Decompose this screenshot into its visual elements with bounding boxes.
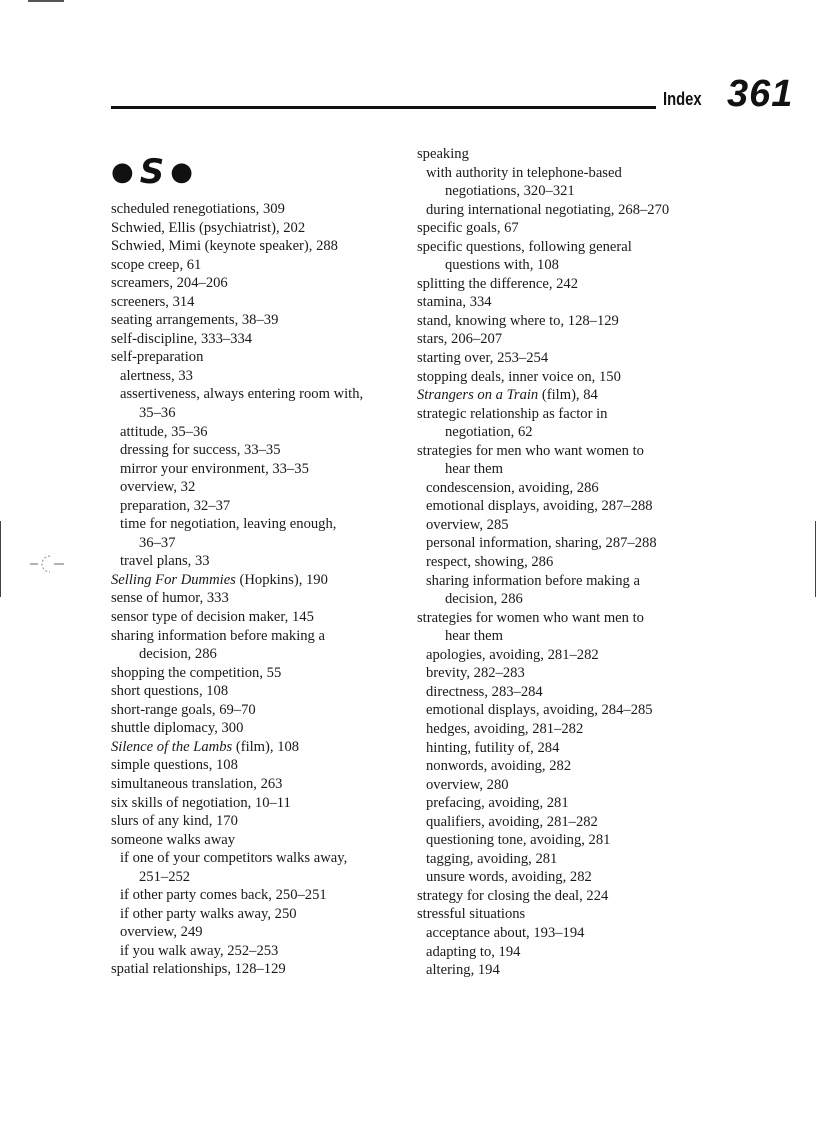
entry-text: Schwied, Ellis (psychiatrist), 202 [111,219,306,236]
entry-text: adapting to, 194 [426,943,521,960]
index-entry [417,368,737,387]
index-entry [111,794,411,813]
index-entry-continuation [111,645,411,664]
header-rule [111,106,656,109]
index-entry-continuation [111,868,411,887]
entry-text: (film), 84 [538,387,598,404]
entry-text: hear them [445,628,503,645]
index-entry [111,237,411,256]
index-entry-continuation [417,590,737,609]
index-entry [417,238,737,257]
index-entry [111,311,411,330]
index-entry [417,386,737,405]
entry-title-italic: Strangers on a Train [417,387,539,404]
index-subentry [417,701,737,720]
entry-text: overview, 285 [426,516,509,533]
entry-text: alertness, 33 [120,367,193,384]
index-entry [111,589,411,608]
index-subentry [111,385,411,404]
index-entry [417,219,737,238]
index-subentry [111,423,411,442]
entry-text: stars, 206–207 [417,331,503,348]
index-subentry [417,572,737,591]
entry-text: slurs of any kind, 170 [111,813,238,830]
index-entry [111,200,411,219]
entry-list-right [417,145,737,980]
index-subentry [417,516,737,535]
entry-text: seating arrangements, 38–39 [111,312,279,329]
entry-text: qualifiers, avoiding, 281–282 [426,813,598,830]
entry-text: assertiveness, always entering room with, [120,386,364,403]
entry-text: strategies for women who want men to [417,609,644,626]
entry-text: overview, 249 [120,924,203,941]
entry-text: with authority in telephone-based [426,164,622,181]
index-entry [417,312,737,331]
entry-text: unsure words, avoiding, 282 [426,869,592,886]
index-entry-continuation [417,423,737,442]
index-entry [417,293,737,312]
entry-text: specific questions, following general [417,238,632,255]
entry-text: strategy for closing the deal, 224 [417,887,609,904]
index-subentry [111,515,411,534]
index-entry [417,887,737,906]
entry-text: brevity, 282–283 [426,665,525,682]
index-entry [111,664,411,683]
entry-text: nonwords, avoiding, 282 [426,758,572,775]
index-entry [417,145,737,164]
entry-text: directness, 283–284 [426,683,543,700]
entry-text: attitude, 35–36 [120,423,208,440]
entry-text: short questions, 108 [111,683,229,700]
index-subentry [417,794,737,813]
entry-text: apologies, avoiding, 281–282 [426,646,599,663]
index-subentry [417,868,737,887]
entry-text: if one of your competitors walks away, [120,850,348,867]
index-entry [417,405,737,424]
entry-text: if other party comes back, 250–251 [120,887,327,904]
index-subentry [417,961,737,980]
index-entry [417,275,737,294]
index-entry [111,960,411,979]
entry-text: tagging, avoiding, 281 [426,850,558,867]
index-subentry [111,942,411,961]
entry-text: specific goals, 67 [417,220,519,237]
entry-text: acceptance about, 193–194 [426,924,585,941]
entry-text: 35–36 [139,405,176,422]
index-subentry [417,850,737,869]
index-subentry [111,441,411,460]
index-entry [417,349,737,368]
index-subentry [417,497,737,516]
index-entry [111,274,411,293]
index-entry [111,812,411,831]
entry-text: negotiation, 62 [445,424,533,441]
index-entry [111,831,411,850]
index-entry [417,330,737,349]
entry-text: decision, 286 [139,646,217,663]
index-subentry [417,534,737,553]
index-entry [111,608,411,627]
entry-text: dressing for success, 33–35 [120,442,281,459]
entry-text: decision, 286 [445,591,523,608]
crop-mark-top [28,0,64,2]
index-column-left [111,145,411,979]
index-entry [111,293,411,312]
page-number: 361 [727,73,794,115]
index-subentry [111,497,411,516]
index-subentry [417,720,737,739]
entry-text: screeners, 314 [111,293,195,310]
entry-text: six skills of negotiation, 10–11 [111,794,291,811]
entry-text: short-range goals, 69–70 [111,701,256,718]
index-entry [111,719,411,738]
registration-mark-icon [28,548,68,578]
entry-text: altering, 194 [426,962,500,979]
entry-text: simultaneous translation, 263 [111,775,283,792]
index-entry-continuation [111,534,411,553]
index-subentry [417,664,737,683]
index-entry [417,442,737,461]
entry-text: hear them [445,461,503,478]
index-subentry [417,776,737,795]
index-subentry [111,849,411,868]
index-subentry [417,683,737,702]
bullet-icon: ● [170,157,193,188]
index-subentry [111,905,411,924]
entry-text: overview, 280 [426,776,509,793]
entry-text: sensor type of decision maker, 145 [111,609,314,626]
entry-text: personal information, sharing, 287–288 [426,535,657,552]
index-entry [417,609,737,628]
entry-text: respect, showing, 286 [426,554,554,571]
entry-text: simple questions, 108 [111,757,238,774]
index-entry [111,627,411,646]
entry-text: stand, knowing where to, 128–129 [417,312,619,329]
index-entry [111,256,411,275]
entry-text: if other party walks away, 250 [120,905,297,922]
entry-text: spatial relationships, 128–129 [111,961,286,978]
index-subentry [417,553,737,572]
entry-text: stopping deals, inner voice on, 150 [417,368,621,385]
entry-text: strategic relationship as factor in [417,405,608,422]
index-subentry [417,479,737,498]
entry-text: shopping the competition, 55 [111,664,282,681]
index-subentry [417,164,737,183]
entry-text: emotional displays, avoiding, 284–285 [426,702,653,719]
entry-text: if you walk away, 252–253 [120,942,279,959]
entry-text: Schwied, Mimi (keynote speaker), 288 [111,238,338,255]
entry-text: stamina, 334 [417,294,492,311]
entry-text: hinting, futility of, 284 [426,739,560,756]
index-entry [111,219,411,238]
index-subentry [111,886,411,905]
entry-text: questions with, 108 [445,257,559,274]
entry-text: screamers, 204–206 [111,275,228,292]
entry-text: during international negotiating, 268–270 [426,201,670,218]
index-entry [111,682,411,701]
entry-text: self-preparation [111,349,204,366]
index-entry-continuation [417,460,737,479]
running-head: Index [663,89,702,109]
index-subentry [417,924,737,943]
entry-text: negotiations, 320–321 [445,183,575,200]
index-entry [111,571,411,590]
index-subentry [417,739,737,758]
entry-text: condescension, avoiding, 286 [426,479,599,496]
index-subentry [417,831,737,850]
index-subentry [417,201,737,220]
entry-text: scope creep, 61 [111,256,202,273]
index-entry-continuation [417,627,737,646]
section-letter-heading [111,145,411,200]
entry-text: (Hopkins), 190 [235,571,328,588]
entry-text: starting over, 253–254 [417,350,549,367]
bullet-icon: ● [111,157,134,188]
entry-text: stressful situations [417,906,526,923]
entry-text: questioning tone, avoiding, 281 [426,832,611,849]
entry-text: sharing information before making a [426,572,640,589]
index-subentry [417,646,737,665]
entry-text: 251–252 [139,868,191,885]
entry-text: emotional displays, avoiding, 287–288 [426,498,653,515]
entry-list-left [111,200,411,979]
index-subentry [111,478,411,497]
index-entry [417,905,737,924]
entry-text: splitting the difference, 242 [417,275,579,292]
entry-text: strategies for men who want women to [417,442,644,459]
index-entry [111,738,411,757]
section-letter: S [139,152,165,193]
entry-title-italic: Selling For Dummies [111,571,236,588]
entry-text: (film), 108 [232,738,300,755]
index-subentry [111,460,411,479]
entry-text: sharing information before making a [111,627,325,644]
entry-text: shuttle diplomacy, 300 [111,720,244,737]
index-entry [111,775,411,794]
entry-text: self-discipline, 333–334 [111,330,253,347]
entry-text: 36–37 [139,534,176,551]
entry-text: mirror your environment, 33–35 [120,460,309,477]
entry-text: time for negotiation, leaving enough, [120,516,337,533]
entry-title-italic: Silence of the Lambs [111,738,233,755]
index-subentry [111,552,411,571]
index-subentry [417,813,737,832]
trim-mark-left [0,521,1,597]
entry-text: travel plans, 33 [120,553,210,570]
index-subentry [111,367,411,386]
index-entry [111,348,411,367]
index-entry [111,701,411,720]
entry-text: preparation, 32–37 [120,497,231,514]
index-column-right [417,145,737,980]
entry-text: overview, 32 [120,479,196,496]
entry-text: someone walks away [111,831,236,848]
entry-text: speaking [417,146,469,162]
entry-text: hedges, avoiding, 281–282 [426,720,584,737]
index-entry-continuation [111,404,411,423]
entry-text: scheduled renegotiations, 309 [111,201,285,217]
entry-text: prefacing, avoiding, 281 [426,795,569,812]
index-subentry [417,757,737,776]
index-entry [111,330,411,349]
index-subentry [417,943,737,962]
index-entry-continuation [417,256,737,275]
index-subentry [111,923,411,942]
index-entry [111,756,411,775]
index-entry-continuation [417,182,737,201]
entry-text: sense of humor, 333 [111,590,229,607]
